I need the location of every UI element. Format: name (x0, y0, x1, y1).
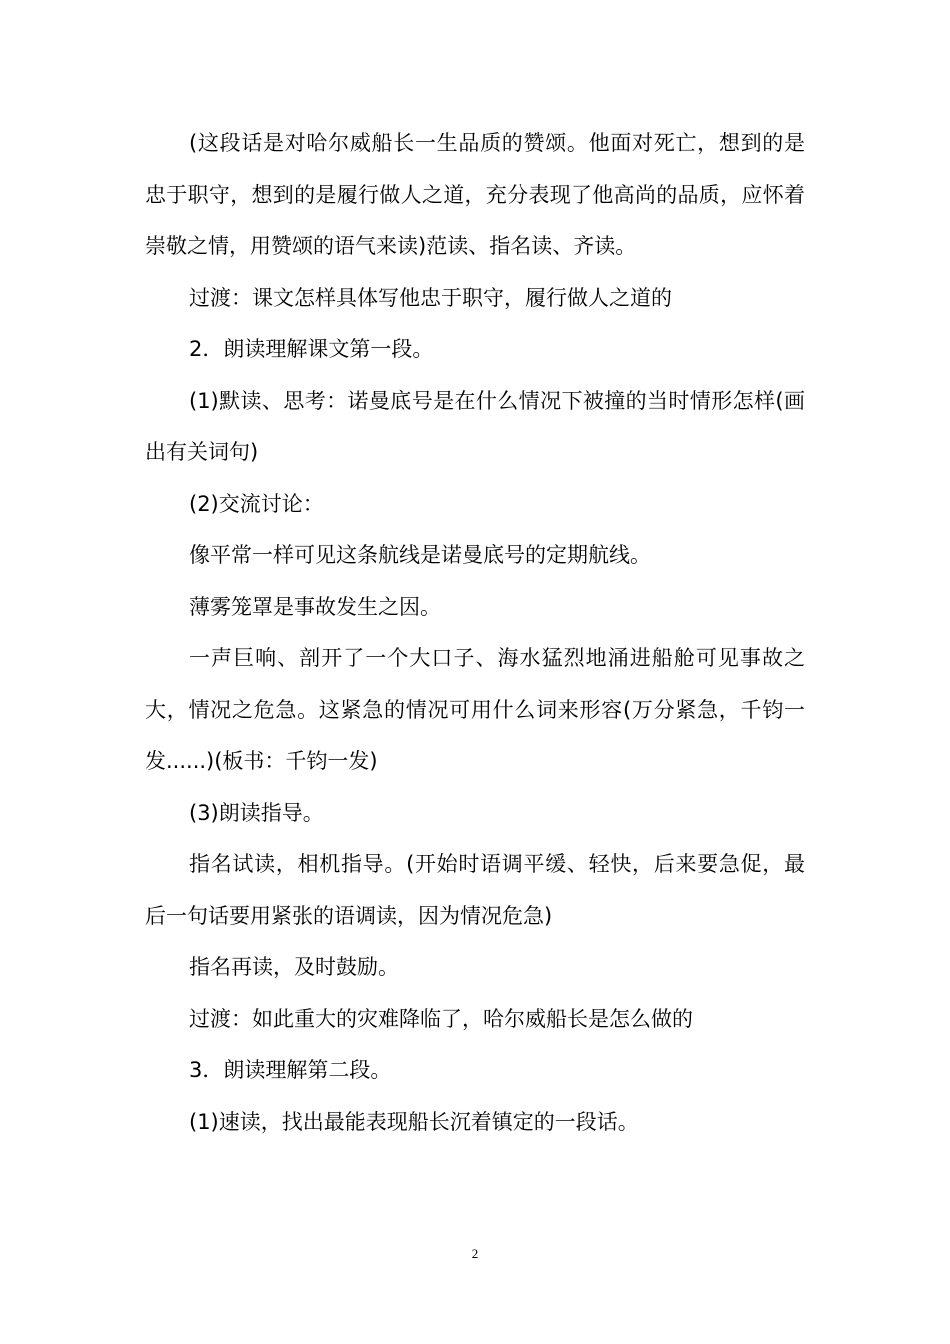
paragraph: 像平常一样可见这条航线是诺曼底号的定期航线。 (189, 543, 651, 567)
paragraph: 过渡：如此重大的灾难降临了，哈尔威船长是怎么做的 (189, 1006, 693, 1031)
page-number: 2 (471, 1246, 479, 1261)
paragraph: 指名再读，及时鼓励。 (189, 955, 399, 979)
paragraph: 2．朗读理解课文第一段。 (189, 337, 434, 361)
paragraph: (3)朗读指导。 (189, 800, 324, 825)
paragraph: 一声巨响、剖开了一个大口子、海水猛烈地涌进船舱可见事故之大，情况之危急。这紧急的情况可用什么词来形容(万分紧急，千钧一发......)(板书：千钧一发) (145, 646, 805, 773)
paragraph: 薄雾笼罩是事故发生之因。 (189, 594, 441, 619)
paragraph: 指名试读，相机指导。(开始时语调平缓、轻快，后来要急促，最后一句话要用紧张的语调读，因为情况危急) (145, 852, 805, 928)
paragraph: (1)速读，找出最能表现船长沉着镇定的一段话。 (189, 1109, 639, 1134)
paragraph: (2)交流讨论： (189, 491, 324, 516)
document-body (145, 118, 805, 1148)
paragraph: (1)默读、思考：诺曼底号是在什么情况下被撞的当时情形怎样(画出有关词句) (145, 388, 805, 464)
paragraph: (这段话是对哈尔威船长一生品质的赞颂。他面对死亡，想到的是忠于职守，想到的是履行做人之道，充分表现了他高尚的品质，应怀着崇敬之情，用赞颂的语气来读)范读、指名读、齐读。 (145, 131, 805, 258)
paragraph: 3．朗读理解第二段。 (189, 1058, 392, 1082)
paragraph: 过渡：课文怎样具体写他忠于职守，履行做人之道的 (189, 285, 672, 310)
